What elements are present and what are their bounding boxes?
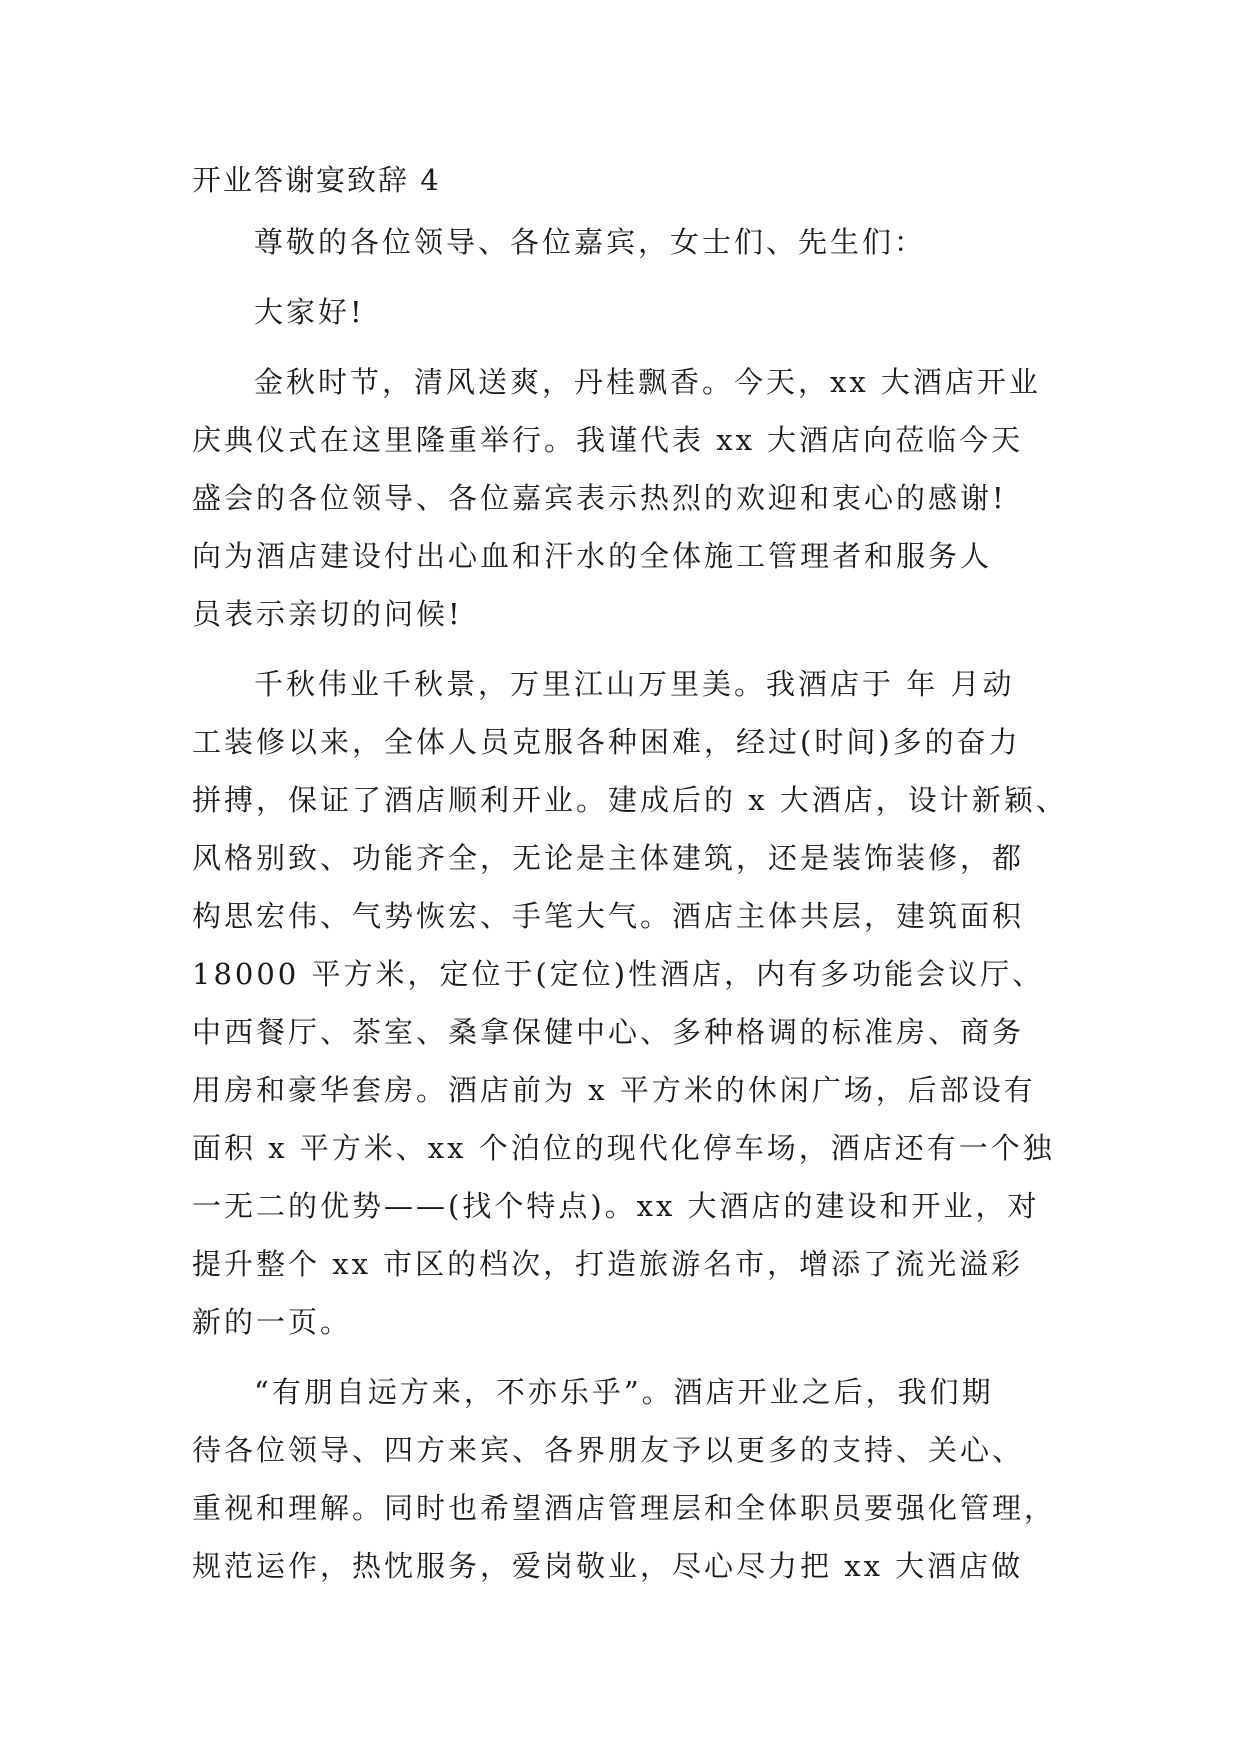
paragraph-line: 工装修以来，全体人员克服各种困难，经过(时间)多的奋力 [192, 725, 1021, 759]
paragraph-2 [192, 655, 1072, 1351]
paragraph-line: 千秋伟业千秋景，万里江山万里美。我酒店于 年 月动 [254, 667, 1015, 701]
paragraph-line: “有朋自远方来，不亦乐乎”。酒店开业之后，我们期 [254, 1375, 994, 1409]
paragraph-line: 庆典仪式在这里隆重举行。我谨代表 xx 大酒店向莅临今天 [192, 423, 1024, 457]
paragraph-line: 向为酒店建设付出心血和汗水的全体施工管理者和服务人 [192, 539, 993, 573]
paragraph-line: 金秋时节，清风送爽，丹桂飘香。今天，xx 大酒店开业 [254, 365, 1041, 399]
paragraph-3 [192, 1363, 1072, 1595]
paragraph-line: 盛会的各位领导、各位嘉宾表示热烈的欢迎和衷心的感谢! [192, 481, 1007, 515]
paragraph-line: 构思宏伟、气势恢宏、手笔大气。酒店主体共层，建筑面积 [192, 899, 1025, 933]
paragraph-line: 中西餐厅、茶室、桑拿保健中心、多种格调的标准房、商务 [192, 1015, 1025, 1049]
paragraph-1 [192, 353, 1072, 643]
paragraph-line: 拼搏，保证了酒店顺利开业。建成后的 x 大酒店，设计新颖、 [192, 783, 1068, 817]
paragraph-line: 风格别致、功能齐全，无论是主体建筑，还是装饰装修，都 [192, 841, 1025, 875]
salutation: 尊敬的各位领导、各位嘉宾，女士们、先生们： [254, 225, 927, 259]
paragraph-line: 新的一页。 [192, 1305, 353, 1339]
paragraph-line: 18000 平方米，定位于(定位)性酒店，内有多功能会议厅、 [192, 957, 1045, 991]
paragraph-line: 员表示亲切的问候! [192, 597, 463, 631]
paragraph-line: 待各位领导、四方来宾、各界朋友予以更多的支持、关心、 [192, 1433, 1025, 1467]
paragraph-line: 重视和理解。同时也希望酒店管理层和全体职员要强化管理， [192, 1491, 1057, 1525]
paragraph-line: 一无二的优势——(找个特点)。xx 大酒店的建设和开业，对 [192, 1189, 1040, 1223]
greeting: 大家好! [254, 295, 365, 329]
paragraph-line: 提升整个 xx 市区的档次，打造旅游名市，增添了流光溢彩 [192, 1247, 1024, 1281]
document-title: 开业答谢宴致辞 4 [192, 163, 441, 197]
document-body [192, 160, 1072, 1607]
paragraph-line: 用房和豪华套房。酒店前为 x 平方米的休闲广场，后部设有 [192, 1073, 1036, 1107]
paragraph-line: 面积 x 平方米、xx 个泊位的现代化停车场，酒店还有一个独 [192, 1131, 1055, 1165]
paragraph-line: 规范运作，热忱服务，爱岗敬业，尽心尽力把 xx 大酒店做 [192, 1549, 1024, 1583]
